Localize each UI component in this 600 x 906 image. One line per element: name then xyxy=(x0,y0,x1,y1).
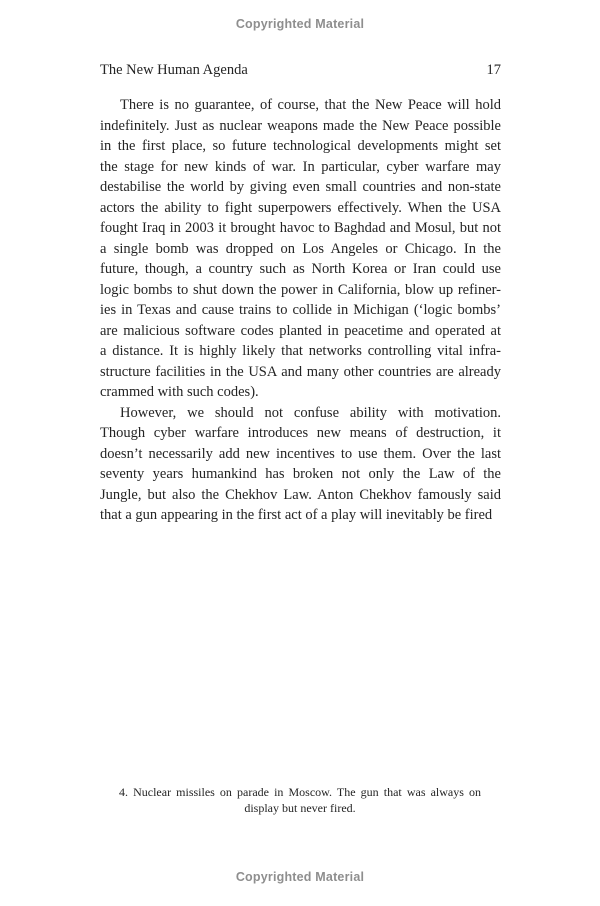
body-text xyxy=(100,95,501,526)
caption-line xyxy=(119,800,481,816)
body-line: a distance. It is highly likely that networks controlling vital infra- xyxy=(100,343,501,359)
body-line: a single bomb was dropped on Los Angeles or Chicago. In the xyxy=(100,240,501,257)
body-line: However, we should not confuse ability with motivation. xyxy=(120,404,501,421)
body-line: actors the ability to fight superpowers effectively. When the USA xyxy=(100,199,501,216)
body-line: destabilise the world by giving even small countries and non-state xyxy=(100,179,501,195)
body-line: ies in Texas and cause trains to collide in Michigan (‘logic bombs’ xyxy=(100,302,501,318)
caption-text: 4. Nuclear missiles on parade in Moscow. The gun that was always on xyxy=(119,785,481,799)
body-line: are malicious software codes planted in peacetime and operated at xyxy=(100,322,501,339)
body-line: doesn’t necessarily add new incentives to use them. Over the last xyxy=(100,445,501,462)
figure-caption xyxy=(119,784,481,816)
body-line: crammed with such codes). xyxy=(100,384,259,400)
body-line: the stage for new kinds of war. In particular, cyber warfare may xyxy=(100,158,501,175)
body-line: Jungle, but also the Chekhov Law. Anton Chekhov famously said xyxy=(100,486,501,503)
copyright-notice-bottom: Copyrighted Material xyxy=(235,870,365,884)
page-number: 17 xyxy=(486,62,501,78)
copyright-notice-top: Copyrighted Material xyxy=(235,17,365,31)
body-line: There is no guarantee, of course, that the New Peace will hold xyxy=(120,97,501,113)
caption-text: display but never fired. xyxy=(244,801,356,815)
body-line: future, though, a country such as North Korea or Iran could use xyxy=(100,261,501,277)
body-line: in the first place, so future technological developments might set xyxy=(100,138,501,154)
caption-line xyxy=(119,784,481,800)
body-line: Though cyber warfare introduces new means of destruction, it xyxy=(100,425,501,441)
running-header xyxy=(100,62,501,79)
body-line: seventy years humankind has broken not only the Law of the xyxy=(100,466,501,482)
body-line: structure facilities in the USA and many other countries are already xyxy=(100,363,501,380)
body-line: fought Iraq in 2003 it brought havoc to Baghdad and Mosul, but not xyxy=(100,220,501,236)
body-line: logic bombs to shut down the power in California, blow up refiner- xyxy=(100,281,501,298)
body-line: indefinitely. Just as nuclear weapons made the New Peace possible xyxy=(100,117,501,134)
chapter-title: The New Human Agenda xyxy=(100,62,248,78)
body-line: that a gun appearing in the first act of a play will inevitably be fired xyxy=(100,507,493,523)
